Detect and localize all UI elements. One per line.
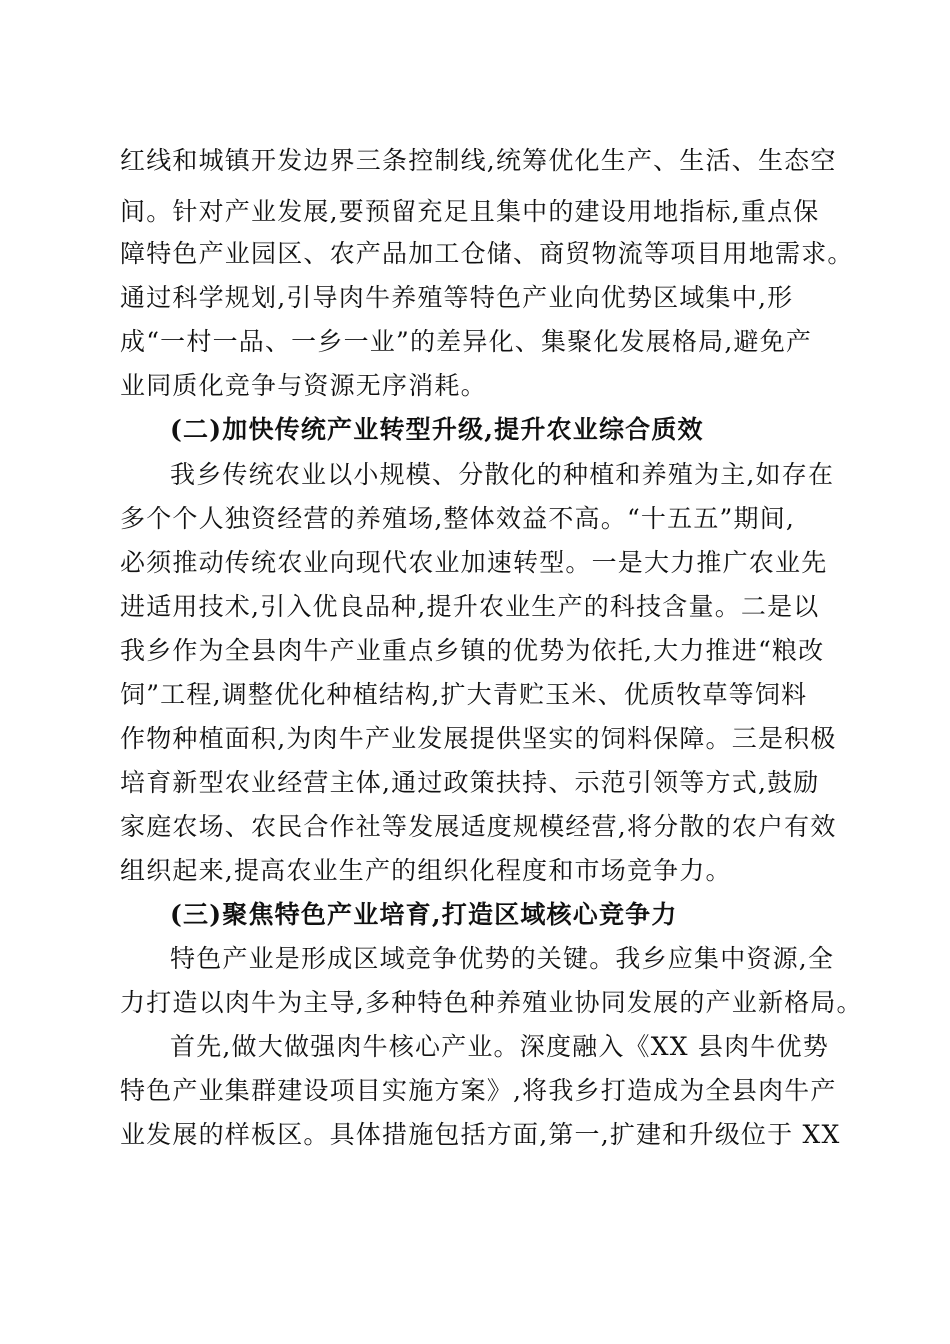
text-line: 业发展的样板区。具体措施包括方面,第一,扩建和升级位于 XX <box>120 1120 841 1149</box>
text-line: 进适用技术,引入优良品种,提升农业生产的科技含量。二是以 <box>120 592 820 621</box>
text-line: 障特色产业园区、农产品加工仓储、商贸物流等项目用地需求。 <box>120 239 854 268</box>
text-line: 通过科学规划,引导肉牛养殖等特色产业向优势区域集中,形 <box>120 283 794 312</box>
section-heading: (二)加快传统产业转型升级,提升农业综合质效 <box>170 415 704 444</box>
text-line: 必须推动传统农业向现代农业加速转型。一是大力推广农业先 <box>120 548 828 577</box>
text-line: 培育新型农业经营主体,通过政策扶持、示范引领等方式,鼓励 <box>120 768 820 797</box>
text-line: 业同质化竞争与资源无序消耗。 <box>120 371 487 400</box>
text-line: 力打造以肉牛为主导,多种特色种养殖业协同发展的产业新格局。 <box>120 988 863 1017</box>
text-line: 首先,做大做强肉牛核心产业。深度融入《XX 县肉牛优势 <box>170 1032 829 1061</box>
text-line: 我乡传统农业以小规模、分散化的种植和养殖为主,如存在 <box>170 460 835 489</box>
text-line: 家庭农场、农民合作社等发展适度规模经营,将分散的农户有效 <box>120 812 837 841</box>
text-line: 红线和城镇开发边界三条控制线,统筹优化生产、生活、生态空 <box>120 146 837 175</box>
text-line: 间。针对产业发展,要预留充足且集中的建设用地指标,重点保 <box>120 197 820 226</box>
text-line: 作物种植面积,为肉牛产业发展提供坚实的饲料保障。三是积极 <box>120 724 837 753</box>
text-line: 组织起来,提高农业生产的组织化程度和市场竞争力。 <box>120 856 732 885</box>
text-line: 特色产业是形成区域竞争优势的关键。我乡应集中资源,全 <box>170 944 835 973</box>
text-line: 多个个人独资经营的养殖场,整体效益不高。“十五五”期间, <box>120 504 796 533</box>
text-line: 我乡作为全县肉牛产业重点乡镇的优势为依托,大力推进“粮改 <box>120 636 825 665</box>
text-line: 成“一村一品、一乡一业”的差异化、集聚化发展格局,避免产 <box>120 327 813 356</box>
text-line: 特色产业集群建设项目实施方案》,将我乡打造成为全县肉牛产 <box>120 1076 837 1105</box>
section-heading: (三)聚焦特色产业培育,打造区域核心竞争力 <box>170 900 678 929</box>
text-line: 饲”工程,调整优化种植结构,扩大青贮玉米、优质牧草等饲料 <box>120 680 808 709</box>
